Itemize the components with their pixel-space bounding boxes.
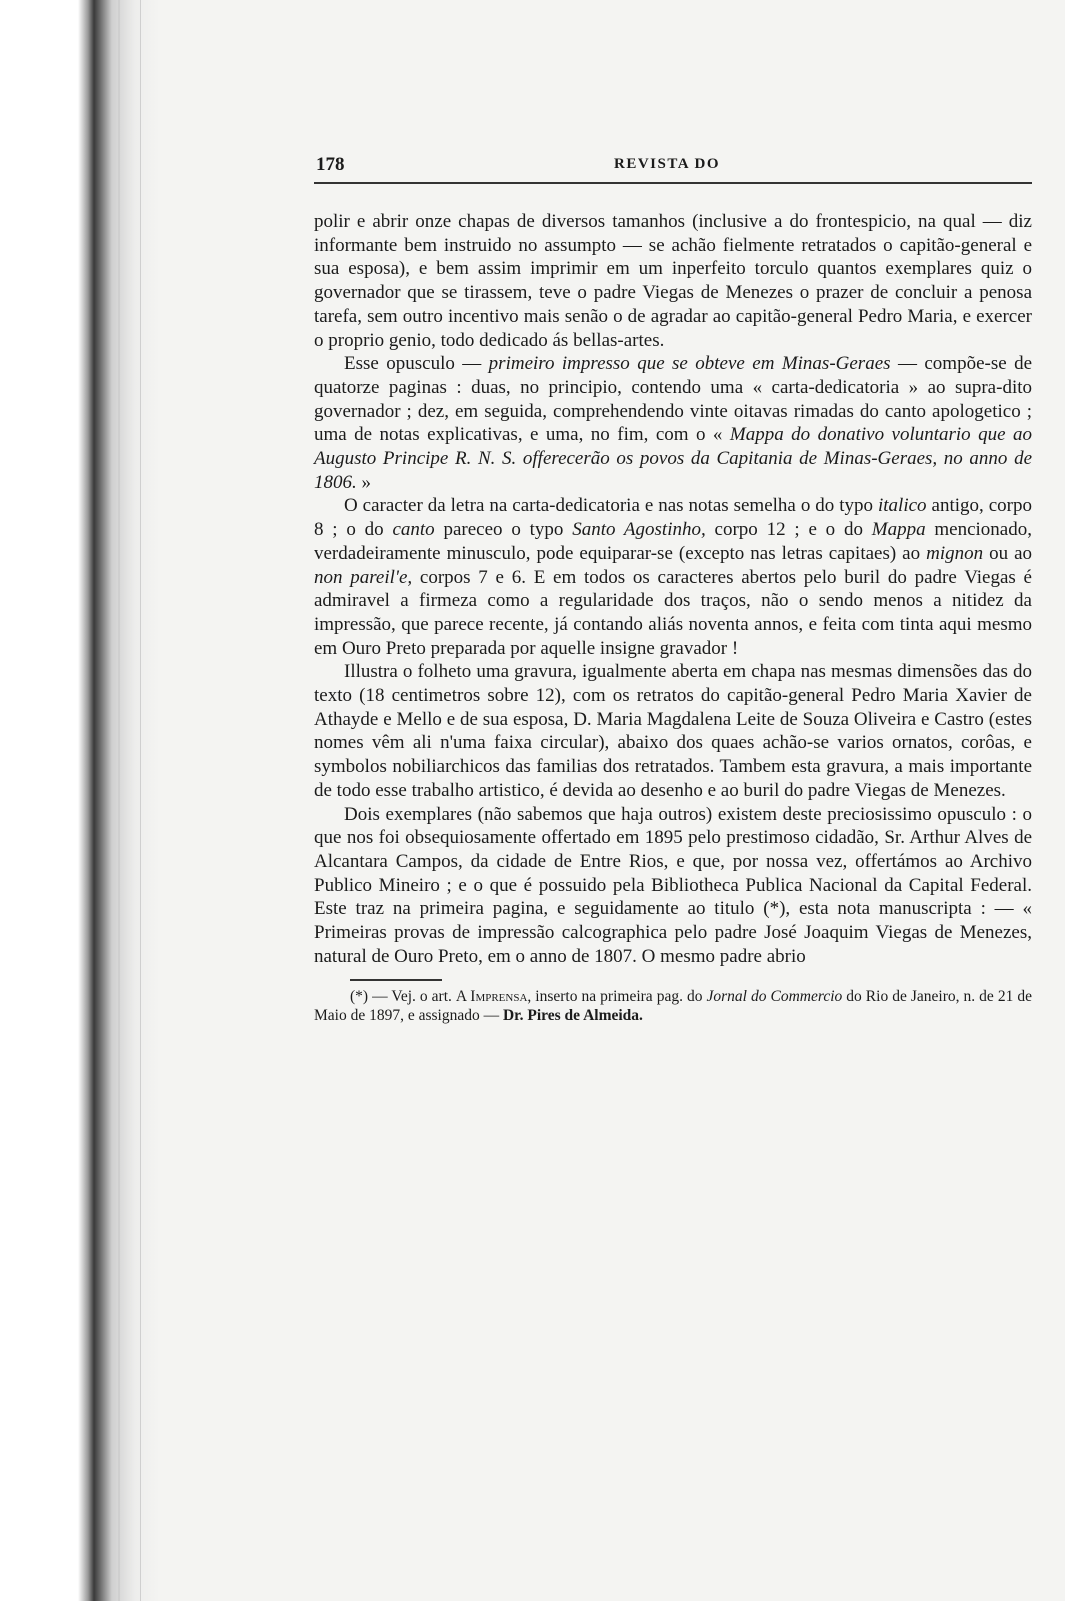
paragraph: O caracter da letra na carta-dedicatoria e nas notas semelha o do typo italico antigo, corpo 8 ; o do canto pareceo o typo Santo Agostinho, corpo 12 ; e o do Mappa mencionado, verdadeiramente minusculo, pode equiparar-se (excepto nas letras capitaes) ao mignon ou ao non pareil'e, corpos 7 e 6. E em todos os caracteres abertos pelo buril do padre Viegas é admiravel a firmeza como a regularidade dos traços, não o sendo menos a nitidez da impressão, que parece recente, já contando aliás noventa annos, e feita com tinta aqui mesmo em Ouro Preto preparada por aquelle insigne gravador ! (314, 495, 1033, 659)
book-page (314, 150, 1032, 1025)
footnote (314, 987, 1032, 1025)
paragraph: Esse opusculo — primeiro impresso que se obteve em Minas-Geraes — compõe-se de quatorze paginas : duas, no principio, contendo uma « carta-dedicatoria » ao supra-dito governador ; dez, em seguida, comprehendendo vinte oitavas rimadas do canto apologetico ; uma de notas explicativas, e uma, no fim, com o « Mappa do donativo voluntario que ao Augusto Principe R. N. S. offerecerão os povos da Capitania de Minas-Geraes, no anno de 1806. » (314, 353, 1033, 493)
header-rule (314, 182, 1032, 184)
page-number: 178 (316, 154, 345, 175)
footnote-text: (*) — Vej. o art. A Imprensa, inserto na primeira pag. do Jornal do Commercio do Rio de Janeiro, n. de 21 de Maio de 1897, e assignado — Dr. Pires de Almeida. (314, 987, 1032, 1024)
page-edge-line (140, 0, 141, 1601)
paragraph: Illustra o folheto uma gravura, igualmente aberta em chapa nas mesmas dimensões das do texto (18 centimetros sobre 12), com os retratos do capitão-general Pedro Maria Xavier de Athayde e Mello e de sua esposa, D. Maria Magdalena Leite de Souza Oliveira e Castro (estes nomes vêm ali n'uma faixa circular), abaixo dos quaes achão-se varios ornatos, corôas, e symbolos nobiliarchicos das familias dos retratados. Tambem esta gravura, a mais importante de todo esse trabalho artistico, é devida ao desenho e ao buril do padre Viegas de Menezes. (314, 661, 1032, 801)
main-text (314, 210, 1032, 969)
page-header (314, 150, 1032, 182)
book-binding-shadow (0, 0, 160, 1601)
paragraph: Dois exemplares (não sabemos que haja outros) existem deste preciosissimo opusculo : o que nos foi obsequiosamente offertado em 1895 pelo prestimoso cidadão, Sr. Arthur Alves de Alcantara Campos, da cidade de Entre Rios, e que, por nossa vez, offertámos ao Archivo Publico Mineiro ; e o que é possuido pela Bibliotheca Publica Nacional da Capital Federal. Este traz na primeira pagina, e seguidamente ao titulo (*), esta nota manuscripta : — « Primeiras provas de impressão calcographica pelo padre José Joaquim Viegas de Menezes, natural de Ouro Preto, em o anno de 1807. O mesmo padre abrio (314, 803, 1032, 967)
footnote-rule (350, 979, 442, 981)
running-title: REVISTA DO (614, 156, 720, 172)
paragraph: polir e abrir onze chapas de diversos tamanhos (inclusive a do frontespicio, na qual — diz informante bem instruido no assumpto — se achão fielmente retratados o capitão-general e sua esposa), e bem assim imprimir em um inperfeito torculo quantos exemplares quiz o governador que se tirassem, teve o padre Viegas de Menezes o prazer de concluir a penosa tarefa, sem outro incentivo mais senão o de agradar ao capitão-general Pedro Maria, e exercer o proprio genio, todo dedicado ás bellas-artes. (314, 211, 1032, 351)
page-edge-line (118, 0, 120, 1601)
